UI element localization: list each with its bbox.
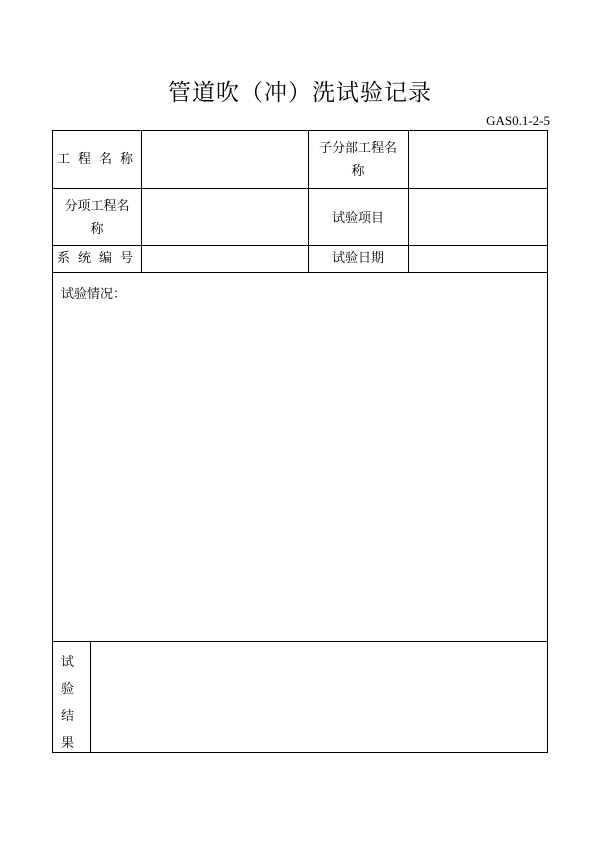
test-result-label-char: 验 [61, 682, 75, 697]
sub-division-name-label-line2: 称 [351, 164, 365, 179]
test-item-value[interactable] [409, 189, 547, 245]
test-conditions-label: 试验情况： [61, 287, 127, 302]
test-result-value[interactable] [91, 642, 547, 752]
row-divider [53, 272, 547, 273]
form-code: GAS0.1-2-5 [486, 113, 550, 128]
sub-item-name-label-line1: 分项工程名 [64, 199, 130, 214]
record-form-table [52, 130, 548, 753]
test-result-label-char: 试 [61, 655, 75, 670]
sub-item-name-value[interactable] [142, 189, 308, 245]
test-item-label: 试验项目 [331, 211, 384, 226]
sub-division-name-label-line1: 子分部工程名 [318, 141, 397, 156]
system-number-value[interactable] [142, 246, 308, 272]
project-name-label: 工程名称 [56, 152, 141, 167]
test-result-label-char: 结 [61, 709, 75, 724]
test-date-label: 试验日期 [331, 251, 384, 266]
test-result-label-char: 果 [61, 736, 75, 751]
test-conditions-area[interactable] [53, 301, 547, 641]
sub-item-name-label-line2: 称 [90, 222, 104, 237]
sub-division-name-value[interactable] [409, 131, 547, 188]
system-number-label: 系统编号 [56, 251, 141, 266]
project-name-value[interactable] [142, 131, 308, 188]
test-date-value[interactable] [409, 246, 547, 272]
page-title: 管道吹（冲）洗试验记录 [168, 80, 432, 106]
